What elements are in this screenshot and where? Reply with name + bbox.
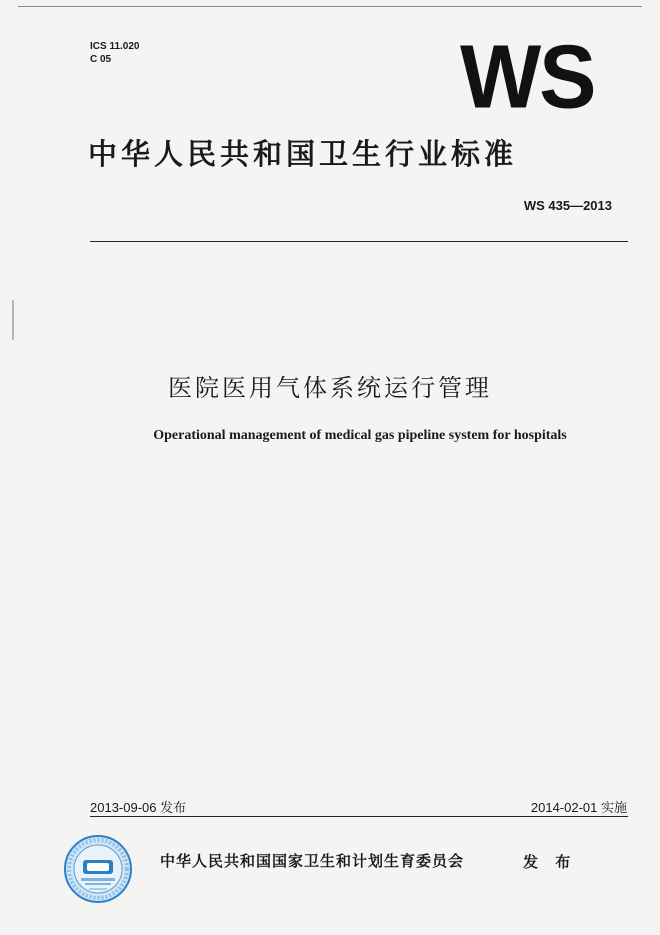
scan-top-edge (18, 6, 642, 7)
classification-codes (90, 40, 139, 66)
footer-divider (90, 816, 628, 817)
document-title-english: Operational management of medical gas pipeline system for hospitals (153, 428, 567, 443)
document-title-chinese: 医院医用气体系统运行管理 (168, 374, 492, 402)
anti-counterfeit-seal-icon (63, 834, 133, 904)
ws-logo: WS (460, 26, 595, 128)
scan-left-mark (12, 300, 14, 340)
publish-label: 发 布 (523, 853, 577, 871)
issue-date: 2013-09-06 发布 (90, 800, 187, 815)
standard-category-title: 中华人民共和国卫生行业标准 (88, 137, 518, 171)
implementation-date: 2014-02-01 实施 (530, 800, 627, 815)
header-divider (90, 241, 628, 242)
ccs-code: C 05 (90, 54, 112, 65)
ics-code: ICS 11.020 (90, 41, 140, 52)
standard-number: WS 435—2013 (523, 198, 612, 213)
issuing-authority: 中华人民共和国国家卫生和计划生育委员会 (160, 852, 465, 870)
